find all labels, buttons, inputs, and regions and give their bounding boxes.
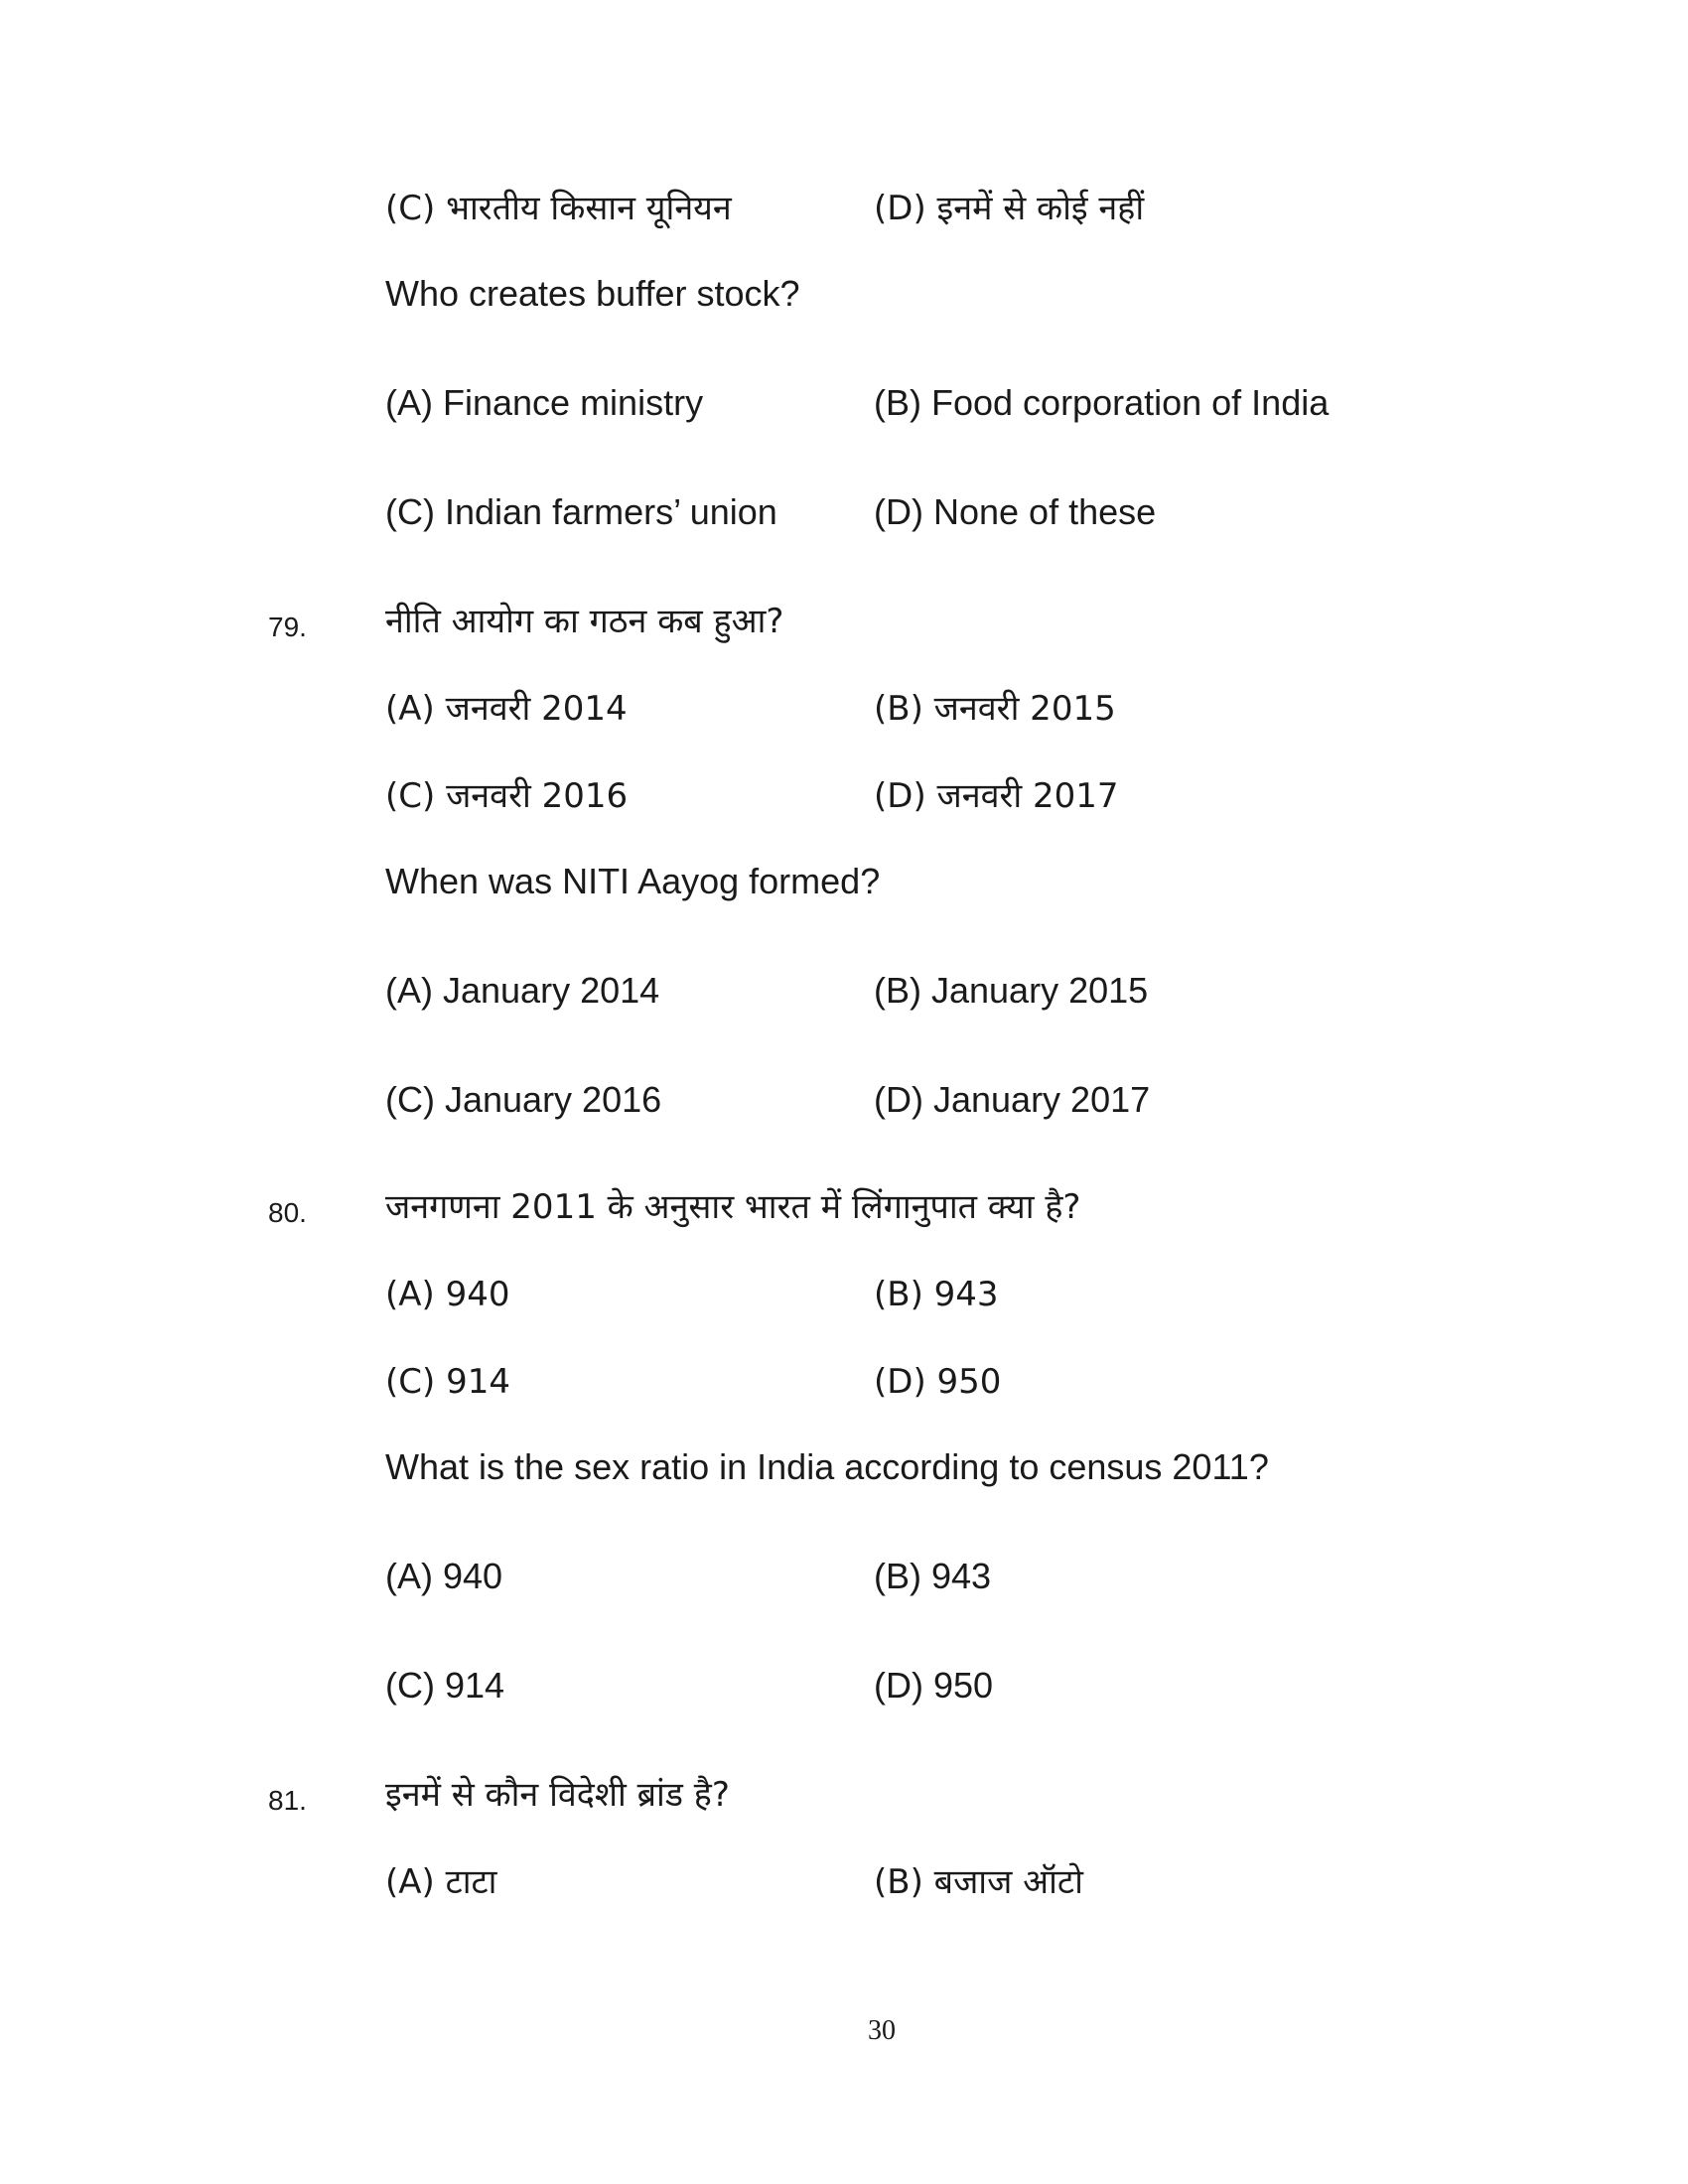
q80-english-option-a: (A) 940 [385,1556,503,1596]
q79-hindi-question: नीति आयोग का गठन कब हुआ? [385,602,784,641]
q79-number: 79. [268,612,307,642]
q80-number: 80. [268,1197,307,1228]
q81-hindi-option-b: (B) बजाज ऑटो [874,1862,1083,1902]
q81-number: 81. [268,1785,307,1816]
q81-hindi-question: इनमें से कौन विदेशी ब्रांड है? [385,1775,730,1815]
q81-hindi-option-a: (A) टाटा [385,1862,497,1902]
page-number: 30 [868,2015,896,2046]
q79-hindi-option-b: (B) जनवरी 2015 [874,689,1116,729]
q80-english-option-c: (C) 914 [385,1665,505,1706]
q80-english-option-b: (B) 943 [874,1556,992,1596]
q79-english-option-c: (C) January 2016 [385,1079,662,1120]
q80-hindi-option-d: (D) 950 [874,1362,1002,1402]
q80-hindi-option-b: (B) 943 [874,1275,999,1314]
q79-english-option-d: (D) January 2017 [874,1079,1151,1120]
q79-hindi-option-c: (C) जनवरी 2016 [385,776,629,816]
q78-english-option-c: (C) Indian farmers’ union [385,491,777,532]
q78-english-question: Who creates buffer stock? [385,273,800,314]
q79-english-option-b: (B) January 2015 [874,970,1149,1011]
q79-english-option-a: (A) January 2014 [385,970,660,1011]
q78-english-option-b: (B) Food corporation of India [874,382,1330,423]
q80-hindi-option-c: (C) 914 [385,1362,510,1402]
q78-english-option-d: (D) None of these [874,491,1157,532]
q78-hindi-option-d: (D) इनमें से कोई नहीं [874,189,1145,228]
q79-hindi-option-a: (A) जनवरी 2014 [385,689,628,729]
q80-english-option-d: (D) 950 [874,1665,994,1706]
q80-hindi-option-a: (A) 940 [385,1275,510,1314]
q80-hindi-question: जनगणना 2011 के अनुसार भारत में लिंगानुपात क्या है? [385,1187,1081,1227]
q80-english-question: What is the sex ratio in India according to census 2011? [385,1446,1269,1487]
q79-hindi-option-d: (D) जनवरी 2017 [874,776,1119,816]
q78-english-option-a: (A) Finance ministry [385,382,704,423]
q79-english-question: When was NITI Aayog formed? [385,861,881,901]
q78-hindi-option-c: (C) भारतीय किसान यूनियन [385,189,732,228]
